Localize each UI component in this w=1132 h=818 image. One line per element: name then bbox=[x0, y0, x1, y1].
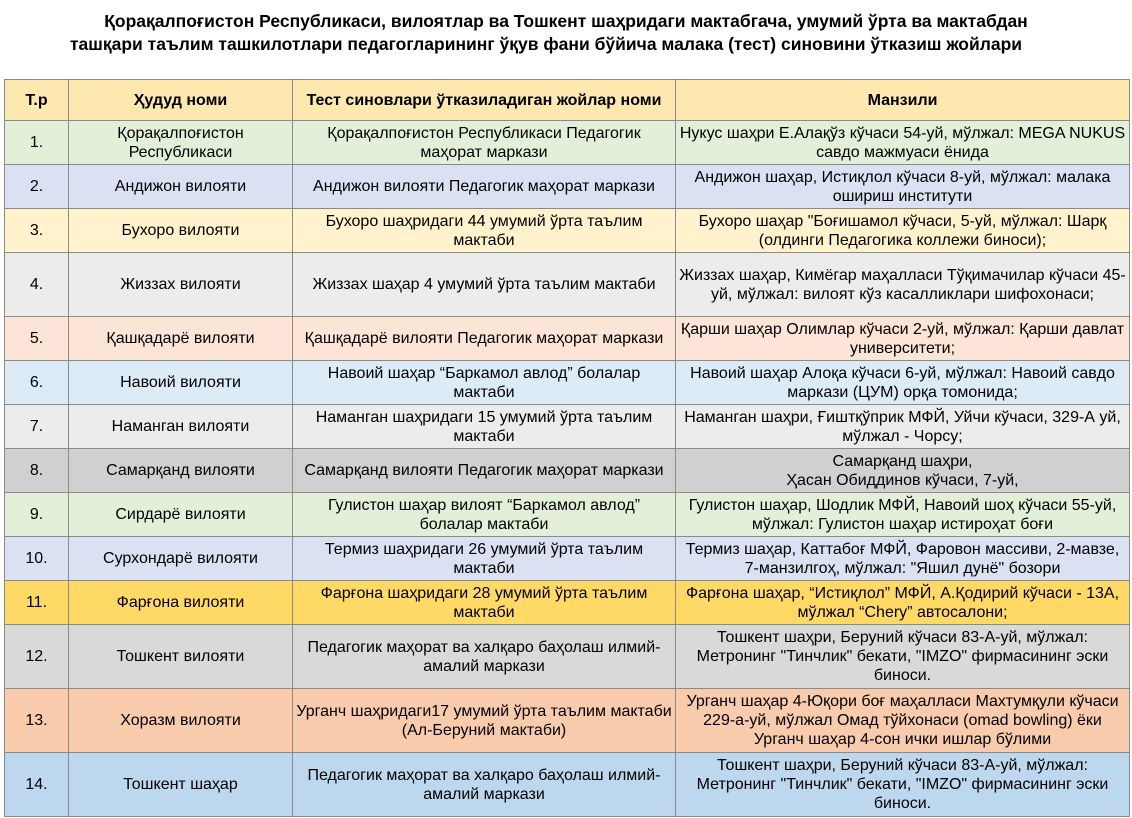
table-row bbox=[5, 625, 1130, 689]
row-place: Навоий шаҳар “Баркамол авлод” болалар мактаби bbox=[293, 361, 676, 405]
row-number: 5. bbox=[5, 317, 69, 361]
row-place: Педагогик маҳорат ва халқаро баҳолаш илмий-амалий маркази bbox=[293, 625, 676, 689]
row-address: Тошкент шаҳри, Беруний кўчаси 83-А-уй, мўлжал: Метронинг "Тинчлик" бекати, "IMZO" фирмасининг эски биноси. bbox=[676, 625, 1130, 689]
header-address: Манзили bbox=[676, 80, 1130, 121]
row-place: Фарғона шаҳридаги 28 умумий ўрта таълим мактаби bbox=[293, 581, 676, 625]
header-place: Тест синовлари ўтказиладиган жойлар номи bbox=[293, 80, 676, 121]
header-num: Т.р bbox=[5, 80, 69, 121]
row-number: 13. bbox=[5, 689, 69, 753]
row-place: Андижон вилояти Педагогик маҳорат маркази bbox=[293, 165, 676, 209]
row-address: Термиз шаҳар, Каттабоғ МФЙ, Фаровон массиви, 2-мавзе, 7-манзилгоҳ, мўлжал: "Яшил дунё" бозори bbox=[676, 537, 1130, 581]
row-place: Бухоро шаҳридаги 44 умумий ўрта таълим мактаби bbox=[293, 209, 676, 253]
table-row bbox=[5, 361, 1130, 405]
row-address: Наманган шаҳри, Ғиштқўприк МФЙ, Уйчи кўчаси, 329-А уй, мўлжал - Чорсу; bbox=[676, 405, 1130, 449]
row-number: 1. bbox=[5, 121, 69, 165]
document-title bbox=[0, 10, 1132, 56]
row-region: Тошкент вилояти bbox=[69, 625, 293, 689]
table-row bbox=[5, 165, 1130, 209]
row-region: Наманган вилояти bbox=[69, 405, 293, 449]
table-row bbox=[5, 753, 1130, 817]
locations-table bbox=[4, 79, 1130, 817]
row-address: Навоий шаҳар Алоқа кўчаси 6-уй, мўлжал: Навоий савдо маркази (ЦУМ) орқа томонида; bbox=[676, 361, 1130, 405]
row-number: 4. bbox=[5, 253, 69, 317]
table-row bbox=[5, 537, 1130, 581]
row-place: Қорақалпоғистон Республикаси Педагогик маҳорат маркази bbox=[293, 121, 676, 165]
table-row bbox=[5, 253, 1130, 317]
row-place: Термиз шаҳридаги 26 умумий ўрта таълим мактаби bbox=[293, 537, 676, 581]
table-header-row bbox=[5, 80, 1130, 121]
row-region: Қорақалпоғистон Республикаси bbox=[69, 121, 293, 165]
table-row bbox=[5, 493, 1130, 537]
row-address: Урганч шаҳар 4-Юқори боғ маҳалласи Махтумқули кўчаси 229-а-уй, мўлжал Омад тўйхонаси (omad bowling) ёки Урганч шаҳар 4-сон ички ишлар бўлими bbox=[676, 689, 1130, 753]
row-number: 11. bbox=[5, 581, 69, 625]
row-place: Самарқанд вилояти Педагогик маҳорат маркази bbox=[293, 449, 676, 493]
row-address: Андижон шаҳар, Истиқлол кўчаси 8-уй, мўлжал: малака ошириш институти bbox=[676, 165, 1130, 209]
row-address: Жиззах шаҳар, Кимёгар маҳалласи Тўқимачилар кўчаси 45-уй, мўлжал: вилоят кўз касалликлари шифохонаси; bbox=[676, 253, 1130, 317]
row-number: 8. bbox=[5, 449, 69, 493]
row-place: Жиззах шаҳар 4 умумий ўрта таълим мактаби bbox=[293, 253, 676, 317]
row-region: Навоий вилояти bbox=[69, 361, 293, 405]
table-row bbox=[5, 449, 1130, 493]
row-region: Сирдарё вилояти bbox=[69, 493, 293, 537]
row-number: 9. bbox=[5, 493, 69, 537]
table-row bbox=[5, 209, 1130, 253]
row-number: 3. bbox=[5, 209, 69, 253]
table-row bbox=[5, 317, 1130, 361]
row-region: Қашқадарё вилояти bbox=[69, 317, 293, 361]
row-number: 7. bbox=[5, 405, 69, 449]
row-region: Сурхондарё вилояти bbox=[69, 537, 293, 581]
row-region: Тошкент шаҳар bbox=[69, 753, 293, 817]
row-address: Нукус шаҳри Е.Алақўз кўчаси 54-уй, мўлжал: MEGA NUKUS савдо мажмуаси ёнида bbox=[676, 121, 1130, 165]
row-place: Урганч шаҳридаги17 умумий ўрта таълим мактаби (Ал-Беруний мактаби) bbox=[293, 689, 676, 753]
row-region: Фарғона вилояти bbox=[69, 581, 293, 625]
title-line-2: ташқари таълим ташкилотлари педагогларининг ўқув фани бўйича малака (тест) синовини ўтказиш жойлари bbox=[69, 34, 1023, 54]
table-row bbox=[5, 121, 1130, 165]
row-address: Самарқанд шаҳри, Ҳасан Обиддинов кўчаси, 7-уй, bbox=[676, 449, 1130, 493]
row-number: 12. bbox=[5, 625, 69, 689]
header-region: Ҳудуд номи bbox=[69, 80, 293, 121]
table-row bbox=[5, 581, 1130, 625]
table-body bbox=[5, 121, 1130, 817]
row-region: Хоразм вилояти bbox=[69, 689, 293, 753]
row-address: Гулистон шаҳар, Шодлик МФЙ, Навоий шоҳ кўчаси 55-уй, мўлжал: Гулистон шаҳар истироҳат боғи bbox=[676, 493, 1130, 537]
row-address: Қарши шаҳар Олимлар кўчаси 2-уй, мўлжал: Қарши давлат университети; bbox=[676, 317, 1130, 361]
title-line-1: Қорақалпоғистон Республикаси, вилоятлар ва Тошкент шаҳридаги мактабгача, умумий ўрта ва мактабдан bbox=[104, 11, 1028, 31]
row-number: 10. bbox=[5, 537, 69, 581]
row-region: Андижон вилояти bbox=[69, 165, 293, 209]
row-address: Бухоро шаҳар "Боғишамол кўчаси, 5-уй, мўлжал: Шарқ (олдинги Педагогика коллежи биноси); bbox=[676, 209, 1130, 253]
row-number: 6. bbox=[5, 361, 69, 405]
row-region: Самарқанд вилояти bbox=[69, 449, 293, 493]
row-region: Бухоро вилояти bbox=[69, 209, 293, 253]
row-address: Тошкент шаҳри, Беруний кўчаси 83-А-уй, мўлжал: Метронинг "Тинчлик" бекати, "IMZO" фирмасининг эски биноси. bbox=[676, 753, 1130, 817]
table-row bbox=[5, 689, 1130, 753]
row-region: Жиззах вилояти bbox=[69, 253, 293, 317]
row-number: 2. bbox=[5, 165, 69, 209]
row-place: Гулистон шаҳар вилоят “Баркамол авлод” болалар мактаби bbox=[293, 493, 676, 537]
table-row bbox=[5, 405, 1130, 449]
row-address: Фарғона шаҳар, “Истиқлол” МФЙ, А.Қодирий кўчаси - 13А, мўлжал “Chery” автосалони; bbox=[676, 581, 1130, 625]
row-number: 14. bbox=[5, 753, 69, 817]
row-place: Педагогик маҳорат ва халқаро баҳолаш илмий-амалий маркази bbox=[293, 753, 676, 817]
row-place: Қашқадарё вилояти Педагогик маҳорат маркази bbox=[293, 317, 676, 361]
row-place: Наманган шаҳридаги 15 умумий ўрта таълим мактаби bbox=[293, 405, 676, 449]
